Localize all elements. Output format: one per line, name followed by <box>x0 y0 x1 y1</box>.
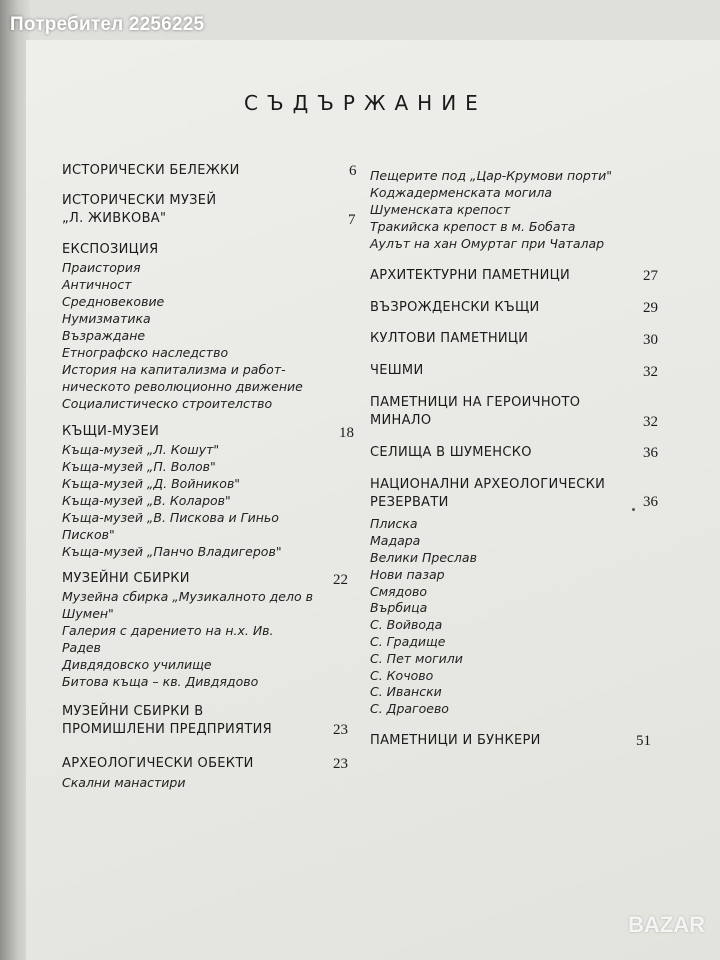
toc-subitem: Шумен" <box>62 606 114 621</box>
toc-subitem: Пещерите под „Цар-Крумови порти" <box>370 168 612 183</box>
toc-section-istoricheski: ИСТОРИЧЕСКИ БЕЛЕЖКИ <box>62 163 240 178</box>
toc-page-number: 6 <box>349 163 357 179</box>
toc-subitem: С. Войвода <box>370 617 443 632</box>
toc-section-kultovi: КУЛТОВИ ПАМЕТНИЦИ <box>370 331 529 346</box>
toc-section-promishleni-line2: ПРОМИШЛЕНИ ПРЕДПРИЯТИЯ <box>62 722 272 737</box>
toc-section-arhitekturni: АРХИТЕКТУРНИ ПАМЕТНИЦИ <box>370 268 571 283</box>
toc-subitem: Радев <box>62 640 101 655</box>
toc-subitem: Средновековие <box>62 294 165 309</box>
toc-subitem: Къща-музей „В. Коларов" <box>62 493 231 508</box>
toc-subitem: С. Ивански <box>370 684 442 699</box>
toc-subitem: Възраждане <box>62 328 146 343</box>
toc-section-geroichno: ПАМЕТНИЦИ НА ГЕРОИЧНОТО <box>370 395 581 410</box>
toc-subitem: С. Кочово <box>370 668 434 683</box>
toc-page-number: 23 <box>333 722 348 738</box>
toc-subitem: Аулът на хан Омуртаг при Чаталар <box>370 236 605 251</box>
toc-subitem: С. Пет могили <box>370 651 463 666</box>
toc-page-number: 18 <box>339 425 354 441</box>
toc-subitem: Тракийска крепост в м. Бобата <box>370 219 576 234</box>
toc-subitem: Битова къща – кв. Дивдядово <box>62 674 259 689</box>
toc-subitem: ническото революционно движение <box>62 379 303 394</box>
toc-subitem: Мадара <box>370 533 421 548</box>
toc-subitem: Дивдядовско училище <box>62 657 212 672</box>
toc-section-sbirki: МУЗЕЙНИ СБИРКИ <box>62 571 190 586</box>
toc-subitem: Шуменската крепост <box>370 202 511 217</box>
toc-page-number: 32 <box>643 414 658 430</box>
toc-section-muzei: ИСТОРИЧЕСКИ МУЗЕЙ <box>62 193 217 208</box>
page-speck <box>632 508 635 511</box>
toc-subitem: Галерия с дарението на н.х. Ив. <box>62 623 274 638</box>
toc-subitem: Велики Преслав <box>370 550 477 565</box>
toc-page-number: 51 <box>636 733 651 749</box>
toc-subitem: Нумизматика <box>62 311 151 326</box>
toc-subitem: Къща-музей „Л. Кошут" <box>62 442 220 457</box>
toc-subitem: Къща-музей „Д. Войников" <box>62 476 241 491</box>
toc-page-number: 7 <box>348 212 356 228</box>
toc-page-number: 32 <box>643 364 658 380</box>
toc-subitem: История на капитализма и работ- <box>62 362 286 377</box>
toc-subitem: Праистория <box>62 260 141 275</box>
toc-subitem: Етнографско наследство <box>62 345 229 360</box>
toc-subitem: Къща-музей „В. Пискова и Гиньо <box>62 510 279 525</box>
toc-section-arheo: АРХЕОЛОГИЧЕСКИ ОБЕКТИ <box>62 756 254 771</box>
toc-subitem: Музейна сбирка „Музикалното дело в <box>62 589 313 604</box>
toc-subitem: Върбица <box>370 600 428 615</box>
toc-subitem: Писков" <box>62 527 115 542</box>
toc-subitem: Смядово <box>370 584 427 599</box>
toc-page-number: 36 <box>643 445 658 461</box>
user-watermark: Потребител 2256225 <box>10 14 205 35</box>
toc-subitem: С. Градище <box>370 634 446 649</box>
toc-subitem: Нови пазар <box>370 567 445 582</box>
toc-subitem: Коджадерменската могила <box>370 185 553 200</box>
toc-subitem: Социалистическо строителство <box>62 396 273 411</box>
toc-section-muzei-line2: „Л. ЖИВКОВА" <box>62 211 167 226</box>
toc-subitem: Къща-музей „Панчо Владигеров" <box>62 544 282 559</box>
toc-section-rezervati-line2: РЕЗЕРВАТИ <box>370 495 449 510</box>
page-title: СЪДЪРЖАНИЕ <box>244 91 487 115</box>
toc-section-selishta: СЕЛИЩА В ШУМЕНСКО <box>370 445 532 460</box>
toc-section-ekspozitsia: ЕКСПОЗИЦИЯ <box>62 242 159 257</box>
toc-subitem: Скални манастири <box>62 775 186 790</box>
toc-section-vazrozhdenski: ВЪЗРОЖДЕНСКИ КЪЩИ <box>370 300 540 315</box>
toc-page-number: 36 <box>643 494 658 510</box>
toc-page-number: 29 <box>643 300 658 316</box>
bazar-logo: BAZAR <box>628 912 705 937</box>
toc-section-bunkeri: ПАМЕТНИЦИ И БУНКЕРИ <box>370 733 541 748</box>
toc-subitem: Плиска <box>370 516 418 531</box>
toc-subitem: Къща-музей „П. Волов" <box>62 459 216 474</box>
toc-subitem: Античност <box>62 277 132 292</box>
toc-subitem: С. Драгоево <box>370 701 449 716</box>
toc-section-cheshmi: ЧЕШМИ <box>370 363 424 378</box>
toc-section-rezervati: НАЦИОНАЛНИ АРХЕОЛОГИЧЕСКИ <box>370 477 606 492</box>
toc-page-number: 30 <box>643 332 658 348</box>
toc-section-geroichno-line2: МИНАЛО <box>370 413 432 428</box>
toc-section-kashti: КЪЩИ-МУЗЕИ <box>62 424 160 439</box>
toc-page-number: 23 <box>333 756 348 772</box>
toc-page-number: 22 <box>333 572 348 588</box>
toc-page-number: 27 <box>643 268 658 284</box>
toc-section-promishleni: МУЗЕЙНИ СБИРКИ В <box>62 704 204 719</box>
